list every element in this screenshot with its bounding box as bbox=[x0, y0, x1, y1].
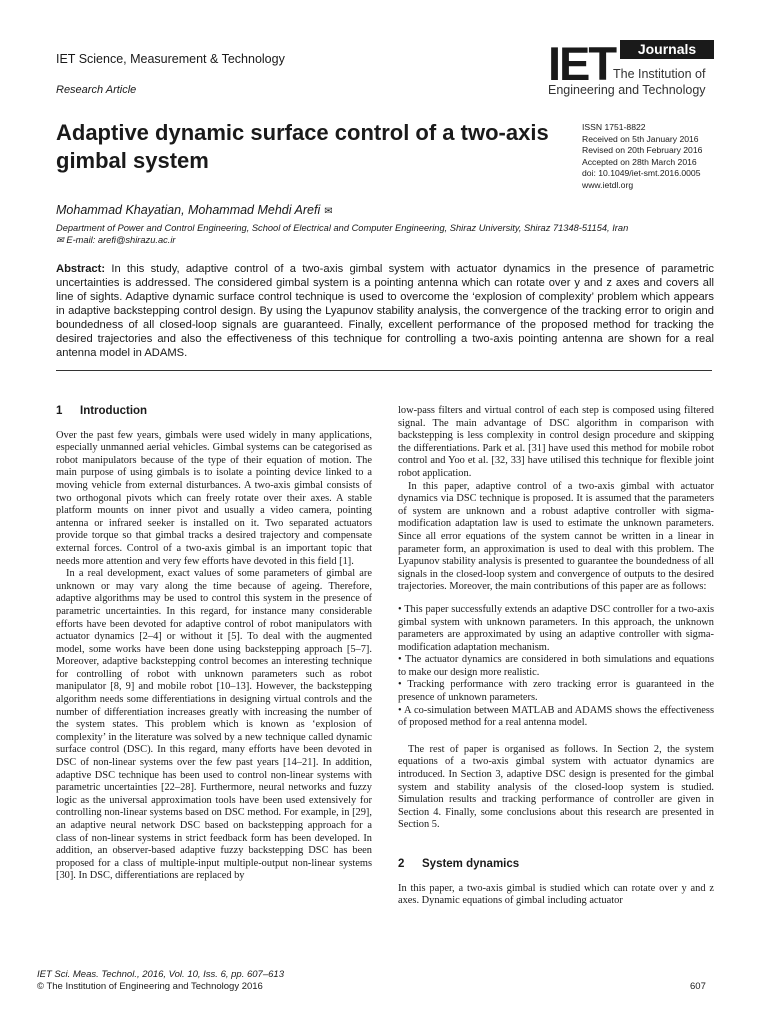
received-date: Received on 5th January 2016 bbox=[582, 133, 699, 144]
doi[interactable]: doi: 10.1049/iet-smt.2016.0005 bbox=[582, 168, 701, 178]
journal-name: IET Science, Measurement & Technology bbox=[56, 52, 285, 66]
paragraph: In this paper, adaptive control of a two-axis gimbal with actuator dynamics via DSC technique is proposed. It is assumed that the parameters of system are unknown and a robust adaptive controller with sigma-modification adaptation law is used to estimate the unknown parameters. Since all error equations of the system cannot be written in a linear in parameter form, an approximation is used to deal with this problem. The Lyapunov stability analysis is presented to guarantee the boundedness of all signals in the closed-loop system and convergence of outputs to the desired trajectories. Moreover, the main contributions of this paper are as follows: bbox=[398, 480, 714, 593]
mail-icon[interactable]: ✉ bbox=[324, 206, 333, 217]
abstract-label: Abstract: bbox=[56, 263, 106, 275]
logo-iet-text: IET bbox=[548, 37, 616, 90]
paragraph: Over the past few years, gimbals were used widely in many applications, especially unmanned aerial vehicles. Gimbal systems can be categorised as robot manipulators because of the type of their equation of motion. The main purpose of using gimbals is to isolate a pointing device linked to a moving vehicle from external disturbances. A two-axis gimbal consists of two orthogonal pivots which can freely rotate over their axes. A stable platform mounts on inner pivot and usually a video camera, pointing antenna or infrared seeker is installed on it. Two separated actuators provide torque so that gimbal tracks a desired trajectory and compensate external forces. Control of a two-axis gimbal is an important topic that needs more attention and very few efforts have devoted in this field [1]. bbox=[56, 429, 372, 567]
divider bbox=[56, 370, 712, 371]
list-item: • The actuator dynamics are considered in both simulations and equations to make our design more realistic. bbox=[398, 654, 714, 678]
section-title: System dynamics bbox=[422, 858, 520, 870]
article-meta bbox=[582, 122, 752, 191]
section-number: 1 bbox=[56, 405, 63, 417]
logo-journals-badge: Journals bbox=[620, 40, 714, 59]
author-list bbox=[56, 203, 333, 217]
logo-subtitle-1: The Institution of bbox=[613, 67, 706, 81]
list-item: • Tracking performance with zero tracking error is guaranteed in the presence of unknown parameters. bbox=[398, 679, 714, 704]
list-item: • This paper successfully extends an adaptive DSC controller for a two-axis gimbal system with unknown parameters. In this approach, the unknown parameters are approximated by using an adaptive controller with sigma-modification adaptation mechanism. bbox=[398, 603, 714, 653]
footer bbox=[37, 969, 284, 993]
paper-title: Adaptive dynamic surface control of a two-axis gimbal system bbox=[56, 120, 549, 173]
iet-logo bbox=[548, 37, 718, 100]
section-number: 2 bbox=[398, 858, 405, 870]
authors: Mohammad Khayatian, Mohammad Mehdi Arefi bbox=[56, 203, 321, 217]
paragraph: The rest of paper is organised as follows. In Section 2, the system equations of a two-axis gimbal system with actuator dynamics are introduced. In Section 3, adaptive DSC design is presented for the gimbal system and stability analysis of the closed-loop system is studied. Simulation results and tracking performance of controller are given in Section 4. Finally, some conclusions about this research are presented in Section 5. bbox=[398, 743, 714, 831]
abstract-text: In this study, adaptive control of a two-axis gimbal system with actuator dynamics in the presence of parametric uncertainties is addressed. The considered gimbal system is a pointing antenna which can rotate over y and z axes and covers all line of sights. Adaptive dynamic surface control technique is used to overcome the ‘explosion of complexity’ problem which appears in adaptive backstepping control design. By using the Lyapunov stability analysis, the convergence of the tracking error to origin and boundedness of all closed-loop signals are guaranteed. Finally, excellent performance of the proposed method for tracking the desired trajectories and also the effectiveness of this technique for controlling a two-axis pointing antenna are shown for a real antenna model in ADAMS. bbox=[56, 263, 714, 359]
citation: IET Sci. Meas. Technol., 2016, Vol. 10, Iss. 6, pp. 607–613 bbox=[37, 969, 284, 980]
email-line bbox=[56, 234, 716, 246]
section-heading-system-dynamics bbox=[398, 858, 714, 871]
copyright: © The Institution of Engineering and Technology 2016 bbox=[37, 981, 263, 992]
email[interactable]: E-mail: arefi@shirazu.ac.ir bbox=[66, 235, 176, 245]
paragraph: low-pass filters and virtual control of each step is composed using filtered signal. The main advantage of DSC algorithm in comparison with backstepping is less complexity in control design procedure and skipping the differentiations. Park et al. [31] have used this method for mobile robot control and Yoo et al. [32, 33] have utilised this technique for flexible joint robot application. bbox=[398, 405, 714, 479]
list-item: • A co-simulation between MATLAB and ADAMS shows the effectiveness of proposed method for a real antenna model. bbox=[398, 704, 714, 729]
affiliation-block bbox=[56, 222, 716, 246]
section-title: Introduction bbox=[80, 405, 148, 417]
paragraph: In this paper, a two-axis gimbal is studied which can rotate over y and z axes. Dynamic equations of gimbal including actuator bbox=[398, 882, 714, 907]
accepted-date: Accepted on 28th March 2016 bbox=[582, 156, 697, 167]
paragraph: In a real development, exact values of some parameters of gimbal are unknown or may vary along the time because of ageing. Therefore, adaptive algorithms may be used to control this system in the presence of parametric uncertainties. In this regard, for instance many considerable efforts have been devoted for adaptive control of robot manipulators with actuator dynamics [2–4] or without it [5]. To deal with the augmented model, some works have been done using backstepping approach [5–7]. Moreover, adaptive backstepping control becomes an interesting technique for controlling of robot with unknown parameters such as robot manipulator [8, 9] and mobile robot [10–13]. However, the backstepping algorithm needs some differentiations in designing virtual controls and the number of differentiation increases greatly with increasing the number of the system states. This problem which is known as ‘explosion of complexity’ in the literature was solved by a new technique called dynamic surface control (DSC). In this regard, many efforts have been devoted in DSC of non-linear systems over the few past years [14–21]. In addition, adaptive DSC technique has been used to control non-linear systems with parametric uncertainties [22–28]. Furthermore, neural networks and fuzzy logic as the universal approximation tools have been used extensively for controlling non-linear systems based on DSC method. For example, in [29], an adaptive neural network DSC based on backstepping approach for a class of non-linear systems in strict feedback form has been developed. In addition, an observer-based adaptive fuzzy backstepping DSC has been proposed for a class of multiple-input multiple-output non-linear systems [30]. In DSC, differentiations are replaced by bbox=[56, 568, 372, 882]
page-number: 607 bbox=[690, 981, 706, 992]
left-column bbox=[56, 405, 372, 883]
issn: ISSN 1751-8822 bbox=[582, 122, 646, 132]
article-type: Research Article bbox=[56, 84, 137, 96]
mail-icon: ✉ bbox=[56, 235, 67, 245]
section-heading-introduction bbox=[56, 405, 372, 418]
right-column bbox=[398, 405, 714, 908]
affiliation: Department of Power and Control Engineering, School of Electrical and Computer Engineering, Shiraz University, Shiraz 71348-51154, Iran bbox=[56, 223, 629, 233]
website-link[interactable]: www.ietdl.org bbox=[582, 179, 634, 190]
abstract bbox=[56, 262, 714, 360]
revised-date: Revised on 20th February 2016 bbox=[582, 145, 703, 155]
logo-subtitle-2: Engineering and Technology bbox=[548, 83, 706, 97]
